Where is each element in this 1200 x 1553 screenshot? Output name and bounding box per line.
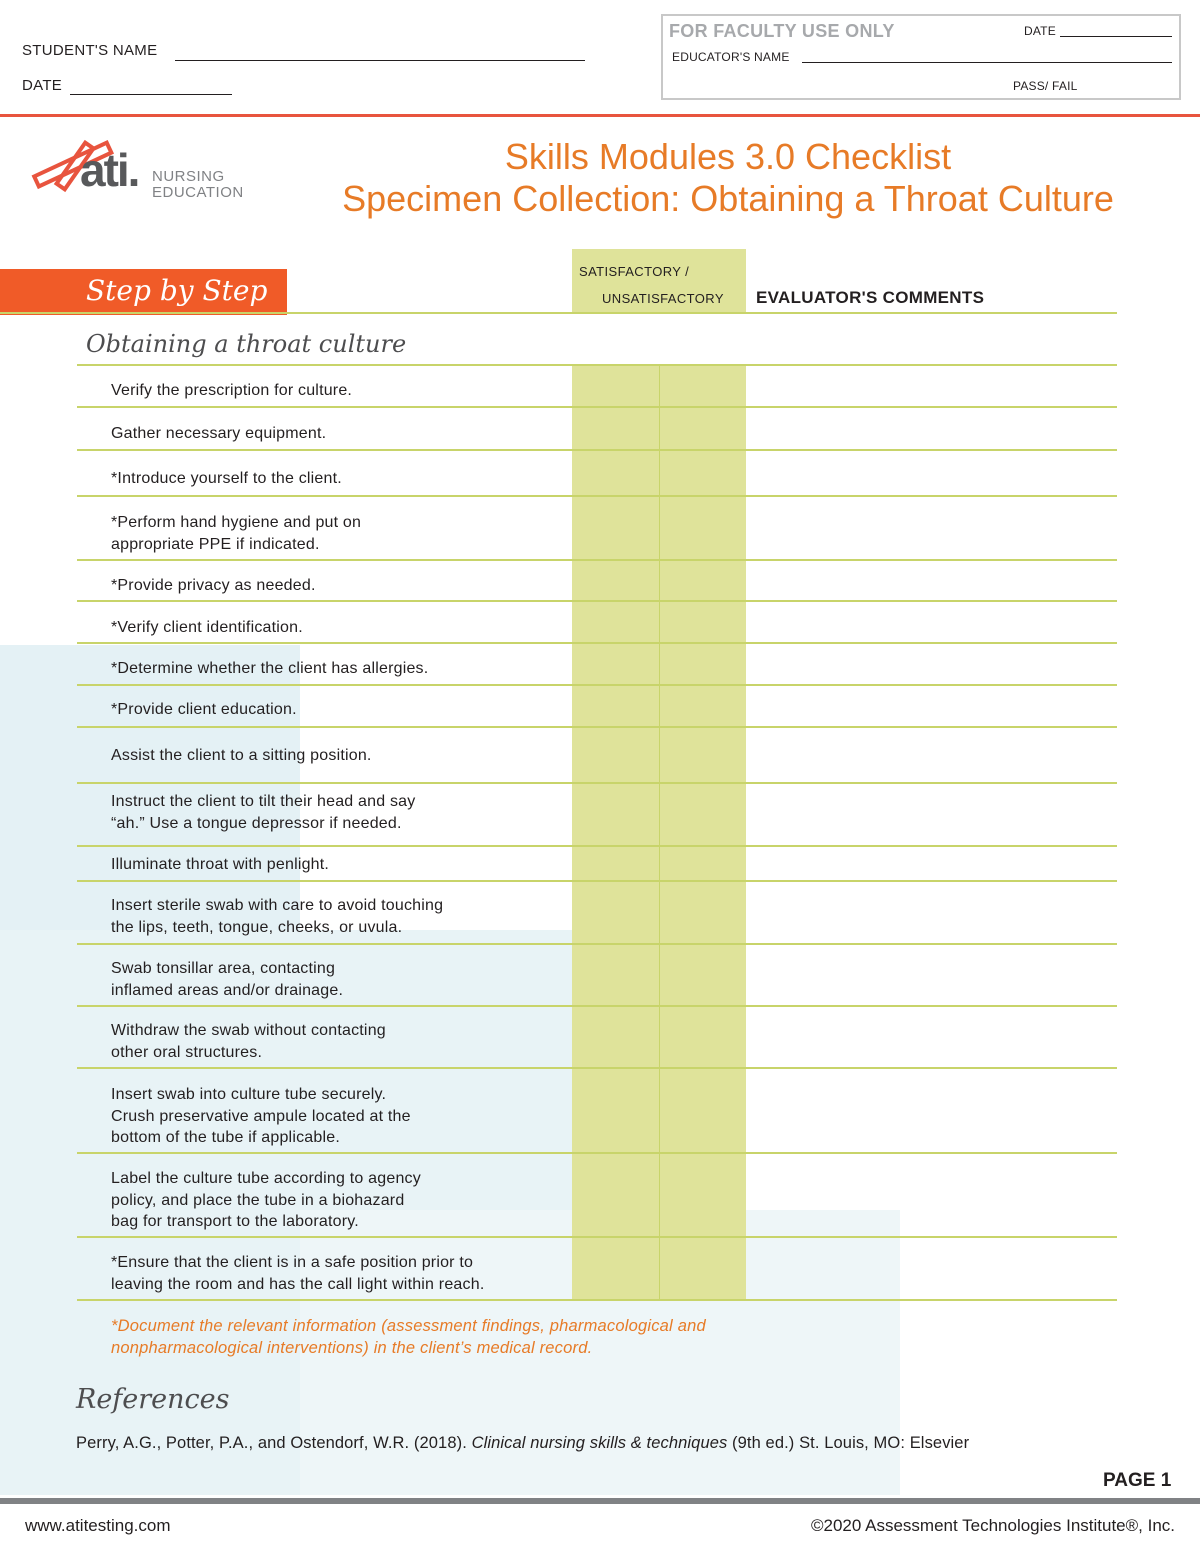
step-text-line: *Perform hand hygiene and put on (111, 514, 362, 531)
step-text-line: appropriate PPE if indicated. (111, 535, 320, 553)
comments-cell[interactable] (747, 495, 1117, 559)
unsatisfactory-cell[interactable] (660, 1236, 746, 1299)
checklist-step (111, 699, 297, 721)
step-text-line: Withdraw the swab without contacting (111, 1022, 386, 1039)
date-label: DATE (22, 77, 63, 94)
faculty-title: FOR FACULTY USE ONLY (669, 21, 895, 41)
unsatisfactory-cell[interactable] (660, 684, 746, 726)
unsatisfactory-cell[interactable] (660, 845, 746, 880)
comments-cell[interactable] (747, 406, 1117, 449)
ati-logo (28, 135, 258, 205)
reference-publication: (9th ed.) St. Louis, MO: Elsevier (727, 1434, 970, 1452)
comments-cell[interactable] (747, 1152, 1117, 1236)
satisfactory-cell[interactable] (572, 880, 659, 943)
educator-name-line[interactable] (802, 62, 1172, 63)
unsatisfactory-cell[interactable] (660, 449, 746, 495)
satisfactory-cell[interactable] (572, 364, 659, 406)
title-line-1: Skills Modules 3.0 Checklist (504, 136, 952, 177)
unsatisfactory-cell[interactable] (660, 406, 746, 449)
comments-cell[interactable] (747, 726, 1117, 782)
step-text-line: Assist the client to a sitting position. (111, 747, 372, 764)
step-text-line: *Introduce yourself to the client. (111, 470, 342, 487)
footer-divider (0, 1498, 1200, 1504)
satisfactory-cell[interactable] (572, 684, 659, 726)
satisfactory-cell[interactable] (572, 495, 659, 559)
website-link[interactable]: www.atitesting.com (25, 1516, 171, 1535)
step-text-line: *Provide privacy as needed. (111, 577, 316, 594)
step-text-line: Label the culture tube according to agency (111, 1170, 421, 1187)
step-text-line: Insert swab into culture tube securely. (111, 1086, 387, 1103)
unsatisfactory-cell[interactable] (660, 1005, 746, 1067)
checklist-step (111, 1168, 421, 1233)
faculty-date-label: DATE (1024, 24, 1056, 38)
step-text-line: policy, and place the tube in a biohazard (111, 1191, 405, 1209)
unsatisfactory-cell[interactable] (660, 642, 746, 684)
unsatisfactory-cell[interactable] (660, 559, 746, 600)
unsatisfactory-cell[interactable] (660, 495, 746, 559)
checklist-step (111, 854, 329, 876)
educator-name-label: EDUCATOR'S NAME (672, 50, 790, 64)
faculty-use-box (661, 14, 1181, 100)
checklist-step (111, 958, 343, 1001)
unsatisfactory-cell[interactable] (660, 782, 746, 845)
step-text-line: *Ensure that the client is in a safe position prior to (111, 1254, 474, 1271)
unsatisfactory-cell[interactable] (660, 600, 746, 642)
step-text-line: Insert sterile swab with care to avoid touching (111, 897, 444, 914)
satisfactory-cell[interactable] (572, 726, 659, 782)
logo-brand: ati. (80, 144, 139, 196)
unsatisfactory-cell[interactable] (660, 880, 746, 943)
satisfactory-cell[interactable] (572, 845, 659, 880)
reference-book-title: Clinical nursing skills & techniques (471, 1434, 728, 1452)
checklist-step (111, 380, 352, 402)
satisfactory-cell[interactable] (572, 449, 659, 495)
step-text-line: Gather necessary equipment. (111, 425, 327, 442)
satisfactory-cell[interactable] (572, 1152, 659, 1236)
title-line-2: Specimen Collection: Obtaining a Throat Culture (342, 178, 1114, 219)
note-line: nonpharmacological interventions) in the client’s medical record. (111, 1338, 593, 1357)
section-heading: Obtaining a throat culture (86, 330, 407, 358)
faculty-date-line[interactable] (1060, 36, 1172, 37)
date-line[interactable] (70, 94, 232, 95)
pass-fail-label: PASS/ FAIL (1013, 79, 1078, 93)
comments-cell[interactable] (747, 1067, 1117, 1152)
logo-line2: EDUCATION (152, 184, 244, 201)
checklist-step (111, 745, 372, 767)
step-text-line: “ah.” Use a tongue depressor if needed. (111, 814, 402, 832)
logo-line1: NURSING (152, 168, 225, 185)
checklist-step (111, 617, 303, 639)
satisfactory-cell[interactable] (572, 600, 659, 642)
step-text-line: the lips, teeth, tongue, cheeks, or uvula. (111, 918, 403, 936)
checklist-step (111, 895, 443, 938)
step-text-line: Illuminate throat with penlight. (111, 856, 330, 873)
student-name-line[interactable] (175, 60, 585, 61)
table-header-rule (0, 312, 1117, 314)
row-divider (77, 1299, 1117, 1301)
evaluator-comments-header: EVALUATOR'S COMMENTS (756, 288, 985, 307)
unsatisfactory-cell[interactable] (660, 1067, 746, 1152)
comments-cell[interactable] (747, 600, 1117, 642)
step-by-step-tab (0, 269, 287, 315)
satisfactory-cell[interactable] (572, 782, 659, 845)
comments-cell[interactable] (747, 880, 1117, 943)
unsatisfactory-cell[interactable] (660, 364, 746, 406)
satisfactory-cell[interactable] (572, 1005, 659, 1067)
checklist-step (111, 1084, 411, 1149)
step-text-line: Swab tonsillar area, contacting (111, 960, 336, 977)
checklist-step (111, 1020, 386, 1063)
comments-cell[interactable] (747, 684, 1117, 726)
checklist-step (111, 468, 342, 490)
checklist-step (111, 512, 361, 555)
step-text-line: other oral structures. (111, 1043, 263, 1061)
step-text-line: bag for transport to the laboratory. (111, 1213, 359, 1230)
step-text-line: bottom of the tube if applicable. (111, 1129, 340, 1146)
note-line: *Document the relevant information (assessment findings, pharmacological and (111, 1317, 706, 1335)
unsatisfactory-cell[interactable] (660, 1152, 746, 1236)
comments-cell[interactable] (747, 449, 1117, 495)
comments-cell[interactable] (747, 1005, 1117, 1067)
documentation-note (111, 1316, 706, 1359)
checklist-step (111, 1252, 484, 1295)
copyright: ©2020 Assessment Technologies Institute®, Inc. (811, 1516, 1175, 1535)
checklist-step (111, 791, 415, 834)
satisfactory-header-line1: SATISFACTORY / (579, 264, 690, 279)
step-text-line: Crush preservative ampule located at the (111, 1107, 411, 1125)
reference-authors: Perry, A.G., Potter, P.A., and Ostendorf, W.R. (2018). (76, 1434, 472, 1452)
comments-cell[interactable] (747, 845, 1117, 880)
satisfactory-header-line2: UNSATISFACTORY (602, 291, 724, 306)
satisfactory-cell[interactable] (572, 1236, 659, 1299)
comments-cell[interactable] (747, 364, 1117, 406)
step-by-step-label: Step by Step (86, 274, 268, 307)
satisfactory-cell[interactable] (572, 943, 659, 1005)
step-text-line: leaving the room and has the call light within reach. (111, 1275, 485, 1293)
checklist-step (111, 575, 316, 597)
step-text-line: Verify the prescription for culture. (111, 382, 353, 399)
satisfactory-cell[interactable] (572, 1067, 659, 1152)
comments-cell[interactable] (747, 642, 1117, 684)
student-name-label: STUDENT'S NAME (22, 42, 158, 59)
step-text-line: Instruct the client to tilt their head and say (111, 793, 416, 810)
satisfactory-cell[interactable] (572, 642, 659, 684)
satisfactory-cell[interactable] (572, 559, 659, 600)
step-text-line: *Determine whether the client has allergies. (111, 660, 429, 677)
row-divider (77, 364, 1117, 366)
reference-citation (76, 1434, 969, 1453)
step-text-line: inflamed areas and/or drainage. (111, 981, 344, 999)
comments-cell[interactable] (747, 559, 1117, 600)
comments-cell[interactable] (747, 943, 1117, 1005)
comments-cell[interactable] (747, 1236, 1117, 1299)
satisfactory-cell[interactable] (572, 406, 659, 449)
page-number: PAGE 1 (1103, 1470, 1172, 1491)
checklist-step (111, 658, 428, 680)
references-heading: References (76, 1384, 230, 1415)
header-divider (0, 114, 1200, 117)
unsatisfactory-cell[interactable] (660, 726, 746, 782)
comments-cell[interactable] (747, 782, 1117, 845)
step-text-line: *Verify client identification. (111, 619, 303, 636)
checklist-step (111, 423, 326, 445)
step-text-line: *Provide client education. (111, 701, 297, 718)
unsatisfactory-cell[interactable] (660, 943, 746, 1005)
